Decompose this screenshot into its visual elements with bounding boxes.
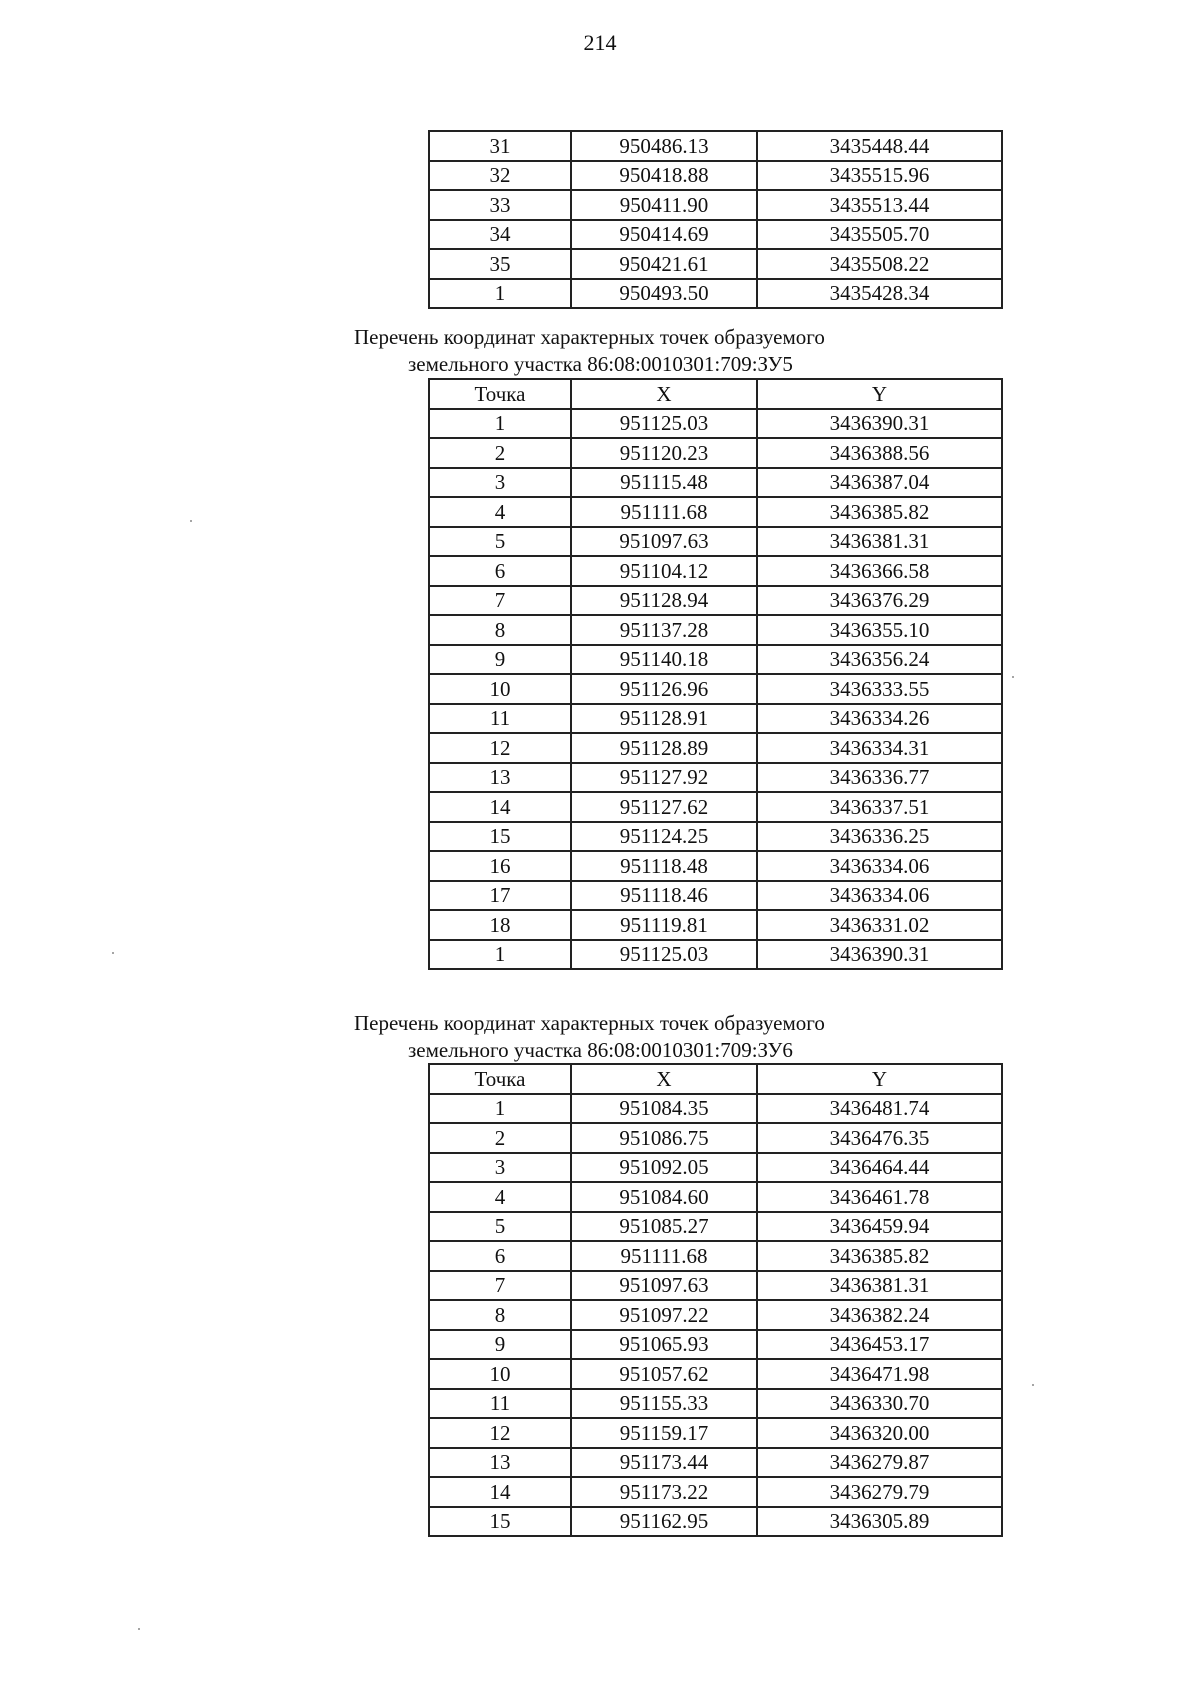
cell-y: 3436381.31 bbox=[757, 1271, 1002, 1301]
cell-x: 951140.18 bbox=[571, 645, 757, 675]
cell-point: 8 bbox=[429, 615, 571, 645]
cell-point: 4 bbox=[429, 497, 571, 527]
cell-point: 11 bbox=[429, 1389, 571, 1419]
cell-x: 951115.48 bbox=[571, 468, 757, 498]
cell-point: 12 bbox=[429, 1418, 571, 1448]
table-row bbox=[429, 792, 1002, 822]
cell-x: 951127.92 bbox=[571, 763, 757, 793]
table-row bbox=[429, 1271, 1002, 1301]
cell-y: 3435515.96 bbox=[757, 161, 1002, 191]
scan-speck bbox=[190, 520, 192, 522]
table-row bbox=[429, 131, 1002, 161]
cell-y: 3436390.31 bbox=[757, 940, 1002, 970]
cell-point: 6 bbox=[429, 1241, 571, 1271]
cell-point: 9 bbox=[429, 1330, 571, 1360]
table-row bbox=[429, 910, 1002, 940]
cell-point: 14 bbox=[429, 792, 571, 822]
cell-point: 1 bbox=[429, 279, 571, 309]
cell-point: 3 bbox=[429, 1153, 571, 1183]
cell-x: 950418.88 bbox=[571, 161, 757, 191]
cell-point: 10 bbox=[429, 674, 571, 704]
cell-y: 3436336.25 bbox=[757, 822, 1002, 852]
cell-y: 3436334.06 bbox=[757, 881, 1002, 911]
cell-x: 950421.61 bbox=[571, 249, 757, 279]
table-row bbox=[429, 1123, 1002, 1153]
cell-y: 3436376.29 bbox=[757, 586, 1002, 616]
cell-x: 951155.33 bbox=[571, 1389, 757, 1419]
table-row bbox=[429, 822, 1002, 852]
column-header-x: X bbox=[571, 379, 757, 409]
cell-y: 3436387.04 bbox=[757, 468, 1002, 498]
cell-y: 3436453.17 bbox=[757, 1330, 1002, 1360]
table-row bbox=[429, 409, 1002, 439]
cell-x: 951084.35 bbox=[571, 1094, 757, 1124]
table-row bbox=[429, 763, 1002, 793]
cell-y: 3436385.82 bbox=[757, 1241, 1002, 1271]
cell-y: 3436333.55 bbox=[757, 674, 1002, 704]
cell-x: 951125.03 bbox=[571, 409, 757, 439]
cell-point: 14 bbox=[429, 1477, 571, 1507]
cell-x: 951127.62 bbox=[571, 792, 757, 822]
cell-x: 951097.22 bbox=[571, 1300, 757, 1330]
cell-point: 1 bbox=[429, 940, 571, 970]
table-row bbox=[429, 527, 1002, 557]
cell-x: 951119.81 bbox=[571, 910, 757, 940]
section-heading-zu5-line1: Перечень координат характерных точек образуемого bbox=[354, 325, 825, 349]
table-row bbox=[429, 674, 1002, 704]
cell-point: 15 bbox=[429, 1507, 571, 1537]
column-header-point: Точка bbox=[429, 379, 571, 409]
cell-y: 3436464.44 bbox=[757, 1153, 1002, 1183]
cell-point: 1 bbox=[429, 1094, 571, 1124]
cell-y: 3436320.00 bbox=[757, 1418, 1002, 1448]
table-row bbox=[429, 1094, 1002, 1124]
cell-x: 951159.17 bbox=[571, 1418, 757, 1448]
cell-x: 951065.93 bbox=[571, 1330, 757, 1360]
cell-x: 951084.60 bbox=[571, 1182, 757, 1212]
cell-y: 3436331.02 bbox=[757, 910, 1002, 940]
cell-x: 951097.63 bbox=[571, 1271, 757, 1301]
cell-x: 951104.12 bbox=[571, 556, 757, 586]
cell-point: 33 bbox=[429, 190, 571, 220]
table-row bbox=[429, 161, 1002, 191]
column-header-y: Y bbox=[757, 1064, 1002, 1094]
cell-x: 951120.23 bbox=[571, 438, 757, 468]
cell-point: 4 bbox=[429, 1182, 571, 1212]
table-row bbox=[429, 586, 1002, 616]
cell-y: 3436382.24 bbox=[757, 1300, 1002, 1330]
cell-y: 3436305.89 bbox=[757, 1507, 1002, 1537]
table-row bbox=[429, 940, 1002, 970]
cell-x: 951126.96 bbox=[571, 674, 757, 704]
table-header-row bbox=[429, 379, 1002, 409]
cell-point: 13 bbox=[429, 1448, 571, 1478]
cell-x: 950411.90 bbox=[571, 190, 757, 220]
scan-speck bbox=[138, 1628, 140, 1630]
cell-x: 951124.25 bbox=[571, 822, 757, 852]
cell-point: 31 bbox=[429, 131, 571, 161]
cell-point: 13 bbox=[429, 763, 571, 793]
cell-point: 5 bbox=[429, 1212, 571, 1242]
cell-x: 951125.03 bbox=[571, 940, 757, 970]
table-body bbox=[429, 409, 1002, 970]
cell-y: 3436355.10 bbox=[757, 615, 1002, 645]
cell-x: 951173.44 bbox=[571, 1448, 757, 1478]
table-row bbox=[429, 279, 1002, 309]
column-header-point: Точка bbox=[429, 1064, 571, 1094]
cell-point: 9 bbox=[429, 645, 571, 675]
cell-point: 16 bbox=[429, 851, 571, 881]
scan-speck bbox=[112, 952, 114, 954]
table-row bbox=[429, 1359, 1002, 1389]
cell-point: 10 bbox=[429, 1359, 571, 1389]
cell-x: 951173.22 bbox=[571, 1477, 757, 1507]
cell-y: 3436337.51 bbox=[757, 792, 1002, 822]
table-row bbox=[429, 1241, 1002, 1271]
table-row bbox=[429, 1448, 1002, 1478]
section-heading-zu6-line1: Перечень координат характерных точек образуемого bbox=[354, 1011, 825, 1035]
cell-y: 3436481.74 bbox=[757, 1094, 1002, 1124]
cell-x: 951111.68 bbox=[571, 1241, 757, 1271]
table-row bbox=[429, 1212, 1002, 1242]
cell-y: 3436461.78 bbox=[757, 1182, 1002, 1212]
table-row bbox=[429, 249, 1002, 279]
column-header-x: X bbox=[571, 1064, 757, 1094]
table-row bbox=[429, 1330, 1002, 1360]
cell-x: 951162.95 bbox=[571, 1507, 757, 1537]
section-heading-zu6-line2: земельного участка 86:08:0010301:709:ЗУ6 bbox=[408, 1038, 793, 1062]
table-row bbox=[429, 645, 1002, 675]
cell-x: 951128.89 bbox=[571, 733, 757, 763]
table-row bbox=[429, 1300, 1002, 1330]
cell-x: 951092.05 bbox=[571, 1153, 757, 1183]
table-row bbox=[429, 881, 1002, 911]
cell-y: 3436279.87 bbox=[757, 1448, 1002, 1478]
table-row bbox=[429, 733, 1002, 763]
coordinates-table-zu5 bbox=[428, 378, 1003, 970]
cell-y: 3436390.31 bbox=[757, 409, 1002, 439]
cell-y: 3436336.77 bbox=[757, 763, 1002, 793]
cell-y: 3436459.94 bbox=[757, 1212, 1002, 1242]
cell-point: 35 bbox=[429, 249, 571, 279]
cell-y: 3436334.31 bbox=[757, 733, 1002, 763]
cell-y: 3436334.06 bbox=[757, 851, 1002, 881]
table-row bbox=[429, 1389, 1002, 1419]
cell-point: 11 bbox=[429, 704, 571, 734]
cell-y: 3436334.26 bbox=[757, 704, 1002, 734]
cell-y: 3436330.70 bbox=[757, 1389, 1002, 1419]
cell-y: 3436356.24 bbox=[757, 645, 1002, 675]
cell-point: 32 bbox=[429, 161, 571, 191]
cell-y: 3436385.82 bbox=[757, 497, 1002, 527]
table-row bbox=[429, 1153, 1002, 1183]
cell-point: 7 bbox=[429, 586, 571, 616]
table-row bbox=[429, 1477, 1002, 1507]
column-header-y: Y bbox=[757, 379, 1002, 409]
cell-point: 7 bbox=[429, 1271, 571, 1301]
cell-y: 3436381.31 bbox=[757, 527, 1002, 557]
table-row bbox=[429, 1182, 1002, 1212]
cell-y: 3435448.44 bbox=[757, 131, 1002, 161]
cell-point: 18 bbox=[429, 910, 571, 940]
cell-point: 5 bbox=[429, 527, 571, 557]
scan-speck bbox=[1012, 676, 1014, 678]
cell-x: 951137.28 bbox=[571, 615, 757, 645]
page-number: 214 bbox=[583, 30, 617, 55]
table-row bbox=[429, 190, 1002, 220]
cell-y: 3436388.56 bbox=[757, 438, 1002, 468]
cell-point: 6 bbox=[429, 556, 571, 586]
cell-y: 3435428.34 bbox=[757, 279, 1002, 309]
table-row bbox=[429, 851, 1002, 881]
cell-point: 2 bbox=[429, 1123, 571, 1153]
table-row bbox=[429, 556, 1002, 586]
cell-y: 3435505.70 bbox=[757, 220, 1002, 250]
cell-point: 12 bbox=[429, 733, 571, 763]
table-row bbox=[429, 220, 1002, 250]
table-row bbox=[429, 468, 1002, 498]
table-row bbox=[429, 615, 1002, 645]
table-row bbox=[429, 1507, 1002, 1537]
table-header-row bbox=[429, 1064, 1002, 1094]
cell-x: 950414.69 bbox=[571, 220, 757, 250]
cell-x: 951057.62 bbox=[571, 1359, 757, 1389]
table-body bbox=[429, 1094, 1002, 1537]
cell-point: 17 bbox=[429, 881, 571, 911]
cell-point: 2 bbox=[429, 438, 571, 468]
cell-y: 3435508.22 bbox=[757, 249, 1002, 279]
table-row bbox=[429, 438, 1002, 468]
cell-point: 3 bbox=[429, 468, 571, 498]
cell-x: 951086.75 bbox=[571, 1123, 757, 1153]
cell-point: 15 bbox=[429, 822, 571, 852]
cell-y: 3436476.35 bbox=[757, 1123, 1002, 1153]
cell-x: 951097.63 bbox=[571, 527, 757, 557]
cell-x: 951128.91 bbox=[571, 704, 757, 734]
cell-point: 1 bbox=[429, 409, 571, 439]
cell-x: 950486.13 bbox=[571, 131, 757, 161]
cell-y: 3436279.79 bbox=[757, 1477, 1002, 1507]
cell-y: 3435513.44 bbox=[757, 190, 1002, 220]
table-body bbox=[429, 131, 1002, 308]
cell-y: 3436471.98 bbox=[757, 1359, 1002, 1389]
cell-point: 34 bbox=[429, 220, 571, 250]
cell-x: 951111.68 bbox=[571, 497, 757, 527]
table-row bbox=[429, 1418, 1002, 1448]
cell-point: 8 bbox=[429, 1300, 571, 1330]
coordinates-table-continued bbox=[428, 130, 1003, 309]
cell-x: 951118.46 bbox=[571, 881, 757, 911]
cell-x: 951085.27 bbox=[571, 1212, 757, 1242]
section-heading-zu5-line2: земельного участка 86:08:0010301:709:ЗУ5 bbox=[408, 352, 793, 376]
cell-y: 3436366.58 bbox=[757, 556, 1002, 586]
cell-x: 951118.48 bbox=[571, 851, 757, 881]
scan-speck bbox=[1032, 1384, 1034, 1386]
coordinates-table-zu6 bbox=[428, 1063, 1003, 1537]
cell-x: 951128.94 bbox=[571, 586, 757, 616]
table-row bbox=[429, 497, 1002, 527]
cell-x: 950493.50 bbox=[571, 279, 757, 309]
table-row bbox=[429, 704, 1002, 734]
